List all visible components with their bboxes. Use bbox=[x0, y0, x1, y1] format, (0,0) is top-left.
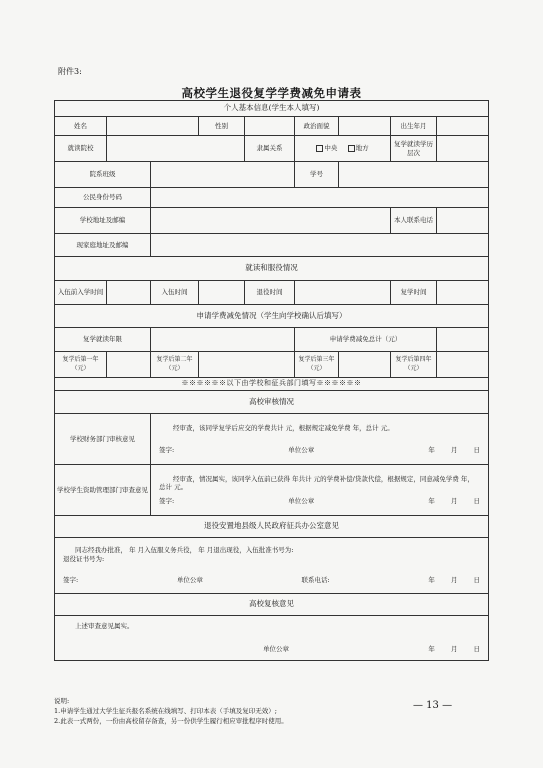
return-field[interactable] bbox=[437, 281, 489, 305]
option-local-label: 地方 bbox=[355, 144, 369, 153]
recheck-sign-row bbox=[63, 645, 480, 654]
years-label: 复学就读年限 bbox=[55, 328, 151, 352]
dept-class-label: 院系班级 bbox=[55, 162, 151, 188]
total-field[interactable] bbox=[437, 328, 489, 352]
note-item: 1.申请学生通过大学生征兵报名系统在线填写、打印本表（手填及复印无效）; bbox=[54, 707, 277, 716]
notes bbox=[54, 696, 288, 726]
option-central-label: 中央 bbox=[324, 144, 338, 153]
discharge-field[interactable] bbox=[295, 281, 391, 305]
contact-label: 本人联系电话 bbox=[391, 208, 437, 234]
section-service-header: 就读和服役情况 bbox=[55, 257, 489, 281]
checkbox-local[interactable] bbox=[348, 145, 355, 152]
political-field[interactable] bbox=[339, 117, 391, 136]
year4-label: 复学后第四年（元） bbox=[391, 352, 437, 378]
finance-text: 经审查，该同学复学后应交的学费共计 元，根据规定减免学费 年，总计 元。 bbox=[173, 423, 394, 432]
note-item: 2.此表一式两份，一份由高校留存备查，另一份供学生履行相应审批程序时使用。 bbox=[54, 717, 288, 726]
section-fee-header: 申请学费减免情况（学生向学校确认后填写） bbox=[55, 305, 489, 328]
military-date: 年 月 日 bbox=[428, 575, 481, 584]
recheck-seal: 单位公章 bbox=[263, 645, 289, 653]
dept-class-field[interactable] bbox=[151, 162, 295, 188]
enlist-field[interactable] bbox=[199, 281, 245, 305]
finance-sign-row bbox=[159, 446, 480, 455]
year1-field[interactable] bbox=[107, 352, 151, 378]
birth-label: 出生年月 bbox=[391, 117, 437, 136]
gender-label: 性别 bbox=[199, 117, 245, 136]
application-form bbox=[54, 100, 489, 661]
finance-label: 学校财务部门审核意见 bbox=[55, 414, 151, 465]
aid-opinion[interactable] bbox=[151, 465, 489, 516]
section-review-header: 高校审核情况 bbox=[55, 391, 489, 414]
section-military-header: 退役安置地县级人民政府征兵办公室意见 bbox=[55, 516, 489, 538]
finance-seal: 单位公章 bbox=[288, 445, 315, 454]
year4-field[interactable] bbox=[437, 352, 489, 378]
year3-field[interactable] bbox=[339, 352, 391, 378]
contact-field[interactable] bbox=[437, 208, 489, 234]
finance-opinion[interactable] bbox=[151, 414, 489, 465]
return-label: 复学时间 bbox=[391, 281, 437, 305]
year2-field[interactable] bbox=[199, 352, 295, 378]
finance-sign: 签字: bbox=[159, 445, 175, 454]
checkbox-central[interactable] bbox=[316, 145, 323, 152]
school-addr-label: 学校地址及邮编 bbox=[55, 208, 151, 234]
pre-enlist-field[interactable] bbox=[107, 281, 151, 305]
enlist-label: 入伍时间 bbox=[151, 281, 199, 305]
notes-title: 说明: bbox=[54, 697, 70, 705]
pre-enlist-label: 入伍前入学时间 bbox=[55, 281, 107, 305]
aid-sign: 签字: bbox=[159, 496, 175, 505]
affiliation-label: 隶属关系 bbox=[245, 136, 295, 162]
return-level-field[interactable] bbox=[437, 136, 489, 162]
year2-label: 复学后第二年（元） bbox=[151, 352, 199, 378]
home-addr-label: 现家庭地址及邮编 bbox=[55, 234, 151, 257]
page-number: — 13 — bbox=[413, 700, 453, 711]
section-recheck-header: 高校复核意见 bbox=[55, 594, 489, 616]
recheck-opinion[interactable] bbox=[55, 616, 489, 661]
school-addr-field[interactable] bbox=[151, 208, 391, 234]
attachment-label: 附件3: bbox=[58, 67, 82, 76]
discharge-label: 退役时间 bbox=[245, 281, 295, 305]
military-sign-row bbox=[63, 576, 480, 585]
student-id-field[interactable] bbox=[339, 162, 489, 188]
aid-seal: 单位公章 bbox=[288, 496, 315, 505]
military-text2: 退役证书号为: bbox=[63, 555, 105, 564]
affiliation-options bbox=[295, 136, 391, 162]
finance-date: 年 月 日 bbox=[428, 445, 481, 454]
military-phone: 联系电话: bbox=[301, 575, 330, 584]
notice-divider: ※※※※※※以下由学校和征兵部门填写※※※※※※ bbox=[55, 378, 489, 391]
home-addr-field[interactable] bbox=[151, 234, 489, 257]
military-opinion[interactable] bbox=[55, 538, 489, 594]
aid-sign-row bbox=[159, 497, 480, 506]
total-label: 申请学费减免总计（元） bbox=[295, 328, 437, 352]
aid-label: 学校学生资助管理部门审查意见 bbox=[55, 465, 151, 516]
political-label: 政治面貌 bbox=[295, 117, 339, 136]
id-number-label: 公民身份号码 bbox=[55, 188, 151, 208]
year3-label: 复学后第三年（元） bbox=[295, 352, 339, 378]
military-seal: 单位公章 bbox=[176, 575, 203, 584]
years-field[interactable] bbox=[151, 328, 295, 352]
form-title: 高校学生退役复学学费减免申请表 bbox=[181, 86, 362, 100]
gender-field[interactable] bbox=[245, 117, 295, 136]
military-text1: 同志经我办批准， 年 月入伍服义务兵役， 年 月退出现役，入伍批准书号为: bbox=[75, 546, 294, 555]
return-level-label: 复学就读学历层次 bbox=[391, 136, 437, 162]
birth-field[interactable] bbox=[437, 117, 489, 136]
name-label: 姓名 bbox=[55, 117, 107, 136]
id-number-field[interactable] bbox=[151, 188, 489, 208]
military-sign: 签字: bbox=[63, 575, 79, 584]
aid-date: 年 月 日 bbox=[428, 496, 481, 505]
school-label: 就读院校 bbox=[55, 136, 107, 162]
student-id-label: 学号 bbox=[295, 162, 339, 188]
recheck-text: 上述审查意见属实。 bbox=[75, 622, 134, 631]
recheck-date: 年 月 日 bbox=[428, 645, 481, 653]
name-field[interactable] bbox=[107, 117, 199, 136]
school-field[interactable] bbox=[107, 136, 245, 162]
aid-text: 经审查，情况属实，该同学入伍前已获得 年共计 元的学费补偿/贷款代偿，根据规定，同意减免学费 年，总计 元。 bbox=[159, 474, 474, 492]
section-personal-header: 个人基本信息(学生本人填写) bbox=[55, 101, 489, 117]
year1-label: 复学后第一年（元） bbox=[55, 352, 107, 378]
